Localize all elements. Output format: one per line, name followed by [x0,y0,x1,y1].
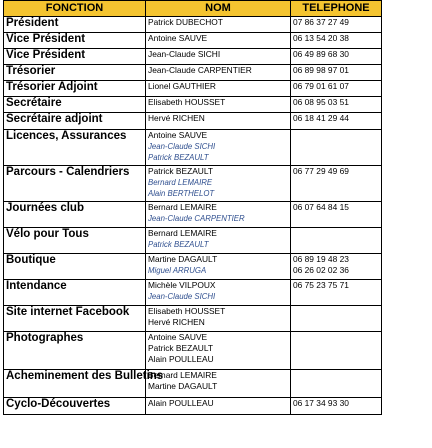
phone-cell [291,49,382,65]
name-cell [146,49,291,65]
phone-number: 06 17 34 93 30 [293,398,349,408]
phone-cell [291,97,382,113]
phone-number: 06 08 95 03 51 [293,97,349,107]
phone-cell [291,306,382,332]
name-cell [146,254,291,280]
phone-cell [291,280,382,306]
substitute-name: Jean-Claude CARPENTIER [148,214,245,223]
name-cell [146,306,291,332]
role-cell: Trésorier Adjoint [4,81,146,97]
member-name: Bernard LEMAIRE [148,228,217,238]
name-cell [146,280,291,306]
name-cell [146,332,291,370]
member-name: Bernard LEMAIRE [148,202,217,212]
substitute-name: Miguel ARRUGA [148,266,207,275]
role-cell: Secrétaire adjoint [4,113,146,130]
phone-cell [291,17,382,33]
phone-number: 06 13 54 20 38 [293,33,349,43]
table-row [4,306,382,332]
table-row [4,332,382,370]
name-cell [146,130,291,166]
role-cell: Vélo pour Tous [4,228,146,254]
substitute-name: Jean-Claude SICHI [148,142,216,151]
substitute-name: Alain BERTHELOT [148,189,215,198]
name-cell [146,398,291,415]
phone-number: 06 79 01 61 07 [293,81,349,91]
table-row [4,97,382,113]
role-cell: Boutique [4,254,146,280]
role-cell: Vice Président [4,49,146,65]
role-cell: Acheminement des Bulletins [4,370,146,398]
phone-number: 06 18 41 29 44 [293,113,349,123]
role-cell: Trésorier [4,65,146,81]
member-name: Jean-Claude SICHI [148,49,221,59]
table-row [4,113,382,130]
member-name: Alain POULLEAU [148,398,214,408]
table-row [4,33,382,49]
table-row [4,202,382,228]
table-row [4,254,382,280]
table-row [4,17,382,33]
phone-number: 06 89 98 97 01 [293,65,349,75]
table-row [4,130,382,166]
role-cell: Intendance [4,280,146,306]
substitute-name: Patrick BEZAULT [148,153,209,162]
member-name: Bernard LEMAIRE [148,370,217,380]
phone-cell [291,33,382,49]
table-row [4,370,382,398]
substitute-name: Bernard LEMAIRE [148,178,213,187]
member-name: Lionel GAUTHIER [148,81,216,91]
name-cell [146,81,291,97]
header-fonction: FONCTION [4,1,146,17]
phone-cell [291,398,382,415]
member-name: Patrick BEZAULT [148,166,213,176]
member-name: Martine DAGAULT [148,381,218,391]
name-cell [146,97,291,113]
substitute-name: Patrick BEZAULT [148,240,209,249]
phone-cell [291,228,382,254]
name-cell [146,202,291,228]
phone-number: 07 86 37 27 49 [293,17,349,27]
phone-number: 06 89 19 48 23 [293,254,349,264]
name-cell [146,33,291,49]
table-row [4,280,382,306]
phone-cell [291,130,382,166]
role-cell: Vice Président [4,33,146,49]
name-cell [146,113,291,130]
member-name: Antoine SAUVE [148,33,208,43]
header-row [4,1,382,17]
name-cell [146,228,291,254]
member-name: Patrick DUBECHOT [148,17,223,27]
phone-number: 06 07 64 84 15 [293,202,349,212]
table-row [4,49,382,65]
committee-table [3,0,382,415]
member-name: Elisabeth HOUSSET [148,306,226,316]
member-name: Martine DAGAULT [148,254,218,264]
role-cell: Secrétaire [4,97,146,113]
phone-cell [291,332,382,370]
header-nom: NOM [146,1,291,17]
substitute-name: Jean-Claude SICHI [148,292,216,301]
role-cell: Président [4,17,146,33]
phone-number: 06 49 89 68 30 [293,49,349,59]
phone-cell [291,65,382,81]
role-cell: Parcours - Calendriers [4,166,146,202]
role-cell: Licences, Assurances [4,130,146,166]
phone-number: 06 77 29 49 69 [293,166,349,176]
table-row [4,81,382,97]
phone-cell [291,254,382,280]
member-name: Jean-Claude CARPENTIER [148,65,252,75]
phone-cell [291,81,382,97]
table-row [4,398,382,415]
name-cell [146,370,291,398]
phone-cell [291,166,382,202]
header-telephone: TELEPHONE [291,1,382,17]
table-body [4,17,382,415]
phone-cell [291,202,382,228]
phone-cell [291,370,382,398]
role-cell: Site internet Facebook [4,306,146,332]
phone-number: 06 75 23 75 71 [293,280,349,290]
table-row [4,166,382,202]
table-row [4,65,382,81]
member-name: Hervé RICHEN [148,113,205,123]
member-name: Alain POULLEAU [148,354,214,364]
name-cell [146,17,291,33]
table-row [4,228,382,254]
phone-number: 06 26 02 02 36 [293,265,349,275]
member-name: Michèle VILPOUX [148,280,216,290]
member-name: Antoine SAUVE [148,130,208,140]
role-cell: Journées club [4,202,146,228]
member-name: Elisabeth HOUSSET [148,97,226,107]
member-name: Hervé RICHEN [148,317,205,327]
phone-cell [291,113,382,130]
role-cell: Photographes [4,332,146,370]
member-name: Antoine SAUVE [148,332,208,342]
name-cell [146,166,291,202]
name-cell [146,65,291,81]
member-name: Patrick BEZAULT [148,343,213,353]
role-cell: Cyclo-Découvertes [4,398,146,415]
